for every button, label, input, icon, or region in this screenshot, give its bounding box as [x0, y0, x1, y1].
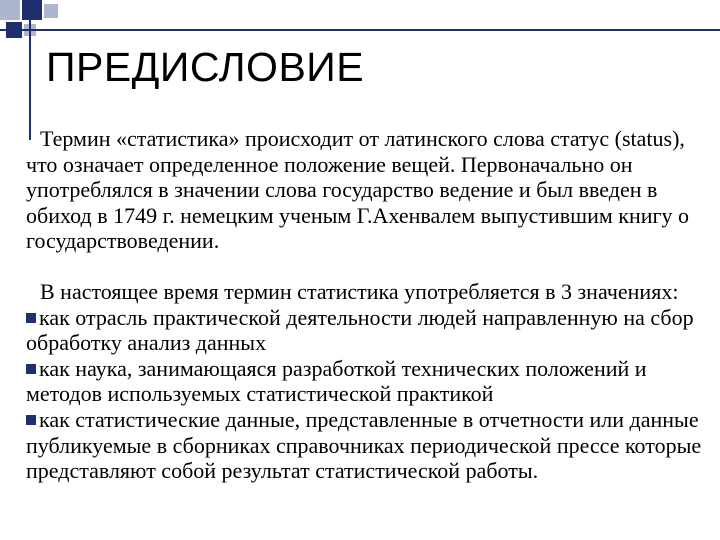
bullet-square-icon: [26, 313, 36, 323]
decor-square-light-2: [44, 4, 58, 18]
slide-title: ПРЕДИСЛОВИЕ: [46, 44, 365, 90]
bullet-square-icon: [26, 415, 36, 425]
decor-horizontal-line: [0, 29, 720, 31]
decor-square-dark-1: [22, 0, 42, 20]
slide-body: [26, 126, 706, 484]
bullet-item: [26, 356, 706, 407]
paragraph-meanings: В настоящее время термин статистика употребляется в 3 значениях:: [40, 278, 679, 304]
bullet-text: как наука, занимающаяся разработкой технических положений и методов используемых статистической практикой: [26, 355, 647, 407]
paragraph-intro: Термин «статистика» происходит от латинского слова статус (status), что означает определенное положение вещей. Первоначально он употреблялся в значении слова государство ведение и был введен в обиход в 1749 г. немецким ученым Г.Ахенвалем выпустившим книгу о государствоведении.: [26, 126, 690, 254]
bullet-text: как статистические данные, представленные в отчетности или данные публикуемые в сборниках справочниках периодической прессе которые представляют собой результат статистической работы.: [26, 406, 702, 484]
bullet-text: как отрасль практической деятельности людей направленную на сбор обработку анализ данных: [26, 304, 694, 356]
bullet-square-icon: [26, 364, 36, 374]
bullet-item: [26, 407, 706, 484]
bullet-item: [26, 305, 706, 356]
decor-vertical-line: [29, 0, 31, 140]
decor-square-light-1: [0, 0, 20, 20]
